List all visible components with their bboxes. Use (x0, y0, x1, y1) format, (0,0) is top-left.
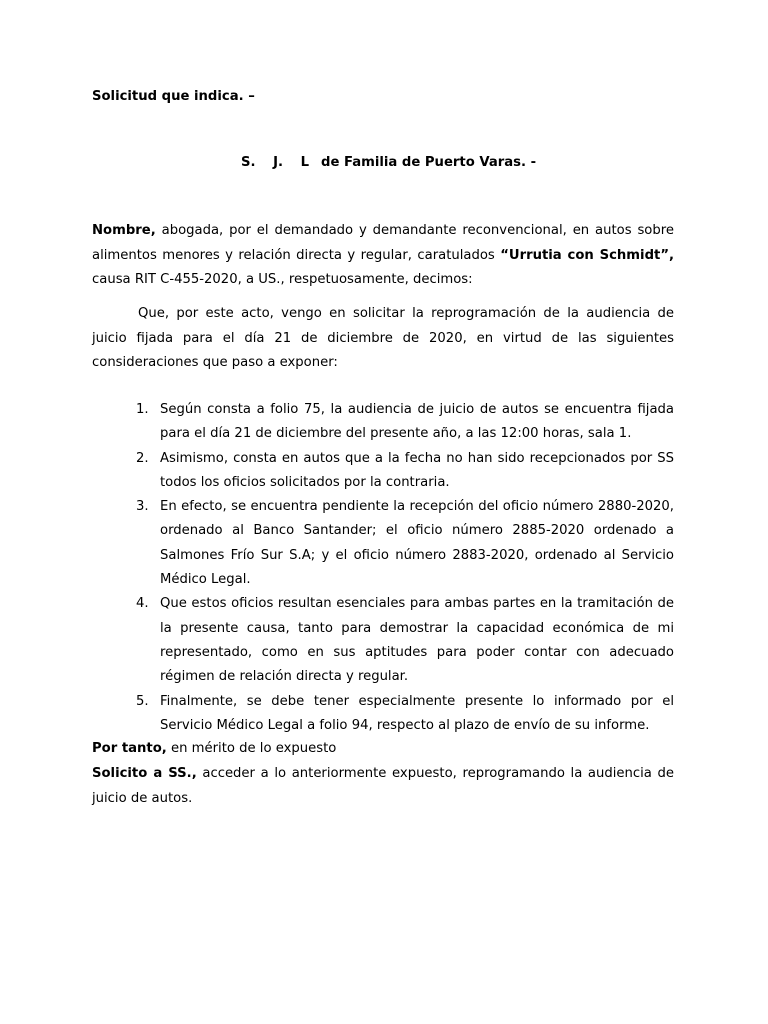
list-item-number: 3. (136, 499, 149, 515)
list-item-text: Asimismo, consta en autos que a la fecha no han sido recepcionados por SS todos los oficios solicitados por la contraria. (160, 450, 674, 490)
list-item-number: 4. (136, 596, 149, 612)
list-item (92, 495, 674, 592)
petition-text: acceder a lo anteriormente expuesto, reprogramando la audiencia de juicio de autos. (92, 766, 674, 806)
court-abbreviation: S. J. L (241, 155, 310, 170)
court-addressee (241, 155, 536, 170)
list-item (92, 690, 674, 739)
intro-text-1: abogada, por el demandado y demandante reconvencional, en autos sobre alimentos menores y relación directa y regular, caratulados (92, 223, 674, 263)
case-title: “Urrutia con Schmidt”, (500, 247, 674, 263)
list-item (92, 592, 674, 689)
list-item-text: Según consta a folio 75, la audiencia de juicio de autos se encuentra fijada para el día 21 de diciembre del presente año, a las 12:00 horas, sala 1. (160, 402, 674, 442)
court-name: de Familia de Puerto Varas. - (321, 155, 537, 170)
lawyer-name: Nombre, (92, 223, 156, 238)
por-tanto-text: en mérito de lo expuesto (166, 741, 337, 756)
list-item-text: Finalmente, se debe tener especialmente presente lo informado por el Servicio Médico Legal a folio 94, respecto al plazo de envío de su informe. (160, 693, 674, 733)
intro-paragraph (92, 219, 674, 293)
list-item-text: En efecto, se encuentra pendiente la recepción del oficio número 2880-2020, ordenado al Banco Santander; el oficio número 2885-2020 ordenado a Salmones Frío Sur S.A; y el oficio número 2883-2020, ordenado al Servicio Médico Legal. (160, 499, 674, 588)
por-tanto-label: Por tanto, (92, 741, 167, 756)
petition-paragraph (92, 762, 674, 811)
list-item (92, 447, 674, 496)
list-item-number: 1. (136, 402, 149, 417)
list-item (92, 398, 674, 447)
list-item-number: 5. (136, 693, 149, 709)
request-text: Que, por este acto, vengo en solicitar la reprogramación de la audiencia de juicio fijada para el día 21 de diciembre de 2020, en virtud de las siguientes consideraciones que paso a exponer: (92, 306, 674, 370)
list-item-number: 2. (136, 450, 149, 466)
intro-text-2: causa RIT C-455-2020, a US., respetuosamente, decimos: (92, 272, 473, 287)
document-heading: Solicitud que indica. – (92, 89, 255, 104)
petition-label: Solicito a SS., (92, 766, 197, 781)
request-paragraph (92, 302, 674, 376)
considerations-list (92, 398, 674, 738)
por-tanto-line (92, 737, 674, 762)
list-item-text: Que estos oficios resultan esenciales para ambas partes en la tramitación de la presente causa, tanto para demostrar la capacidad económica de mi representado, como en sus aptitudes para poder contar con adecuado régimen de relación directa y regular. (160, 596, 674, 685)
